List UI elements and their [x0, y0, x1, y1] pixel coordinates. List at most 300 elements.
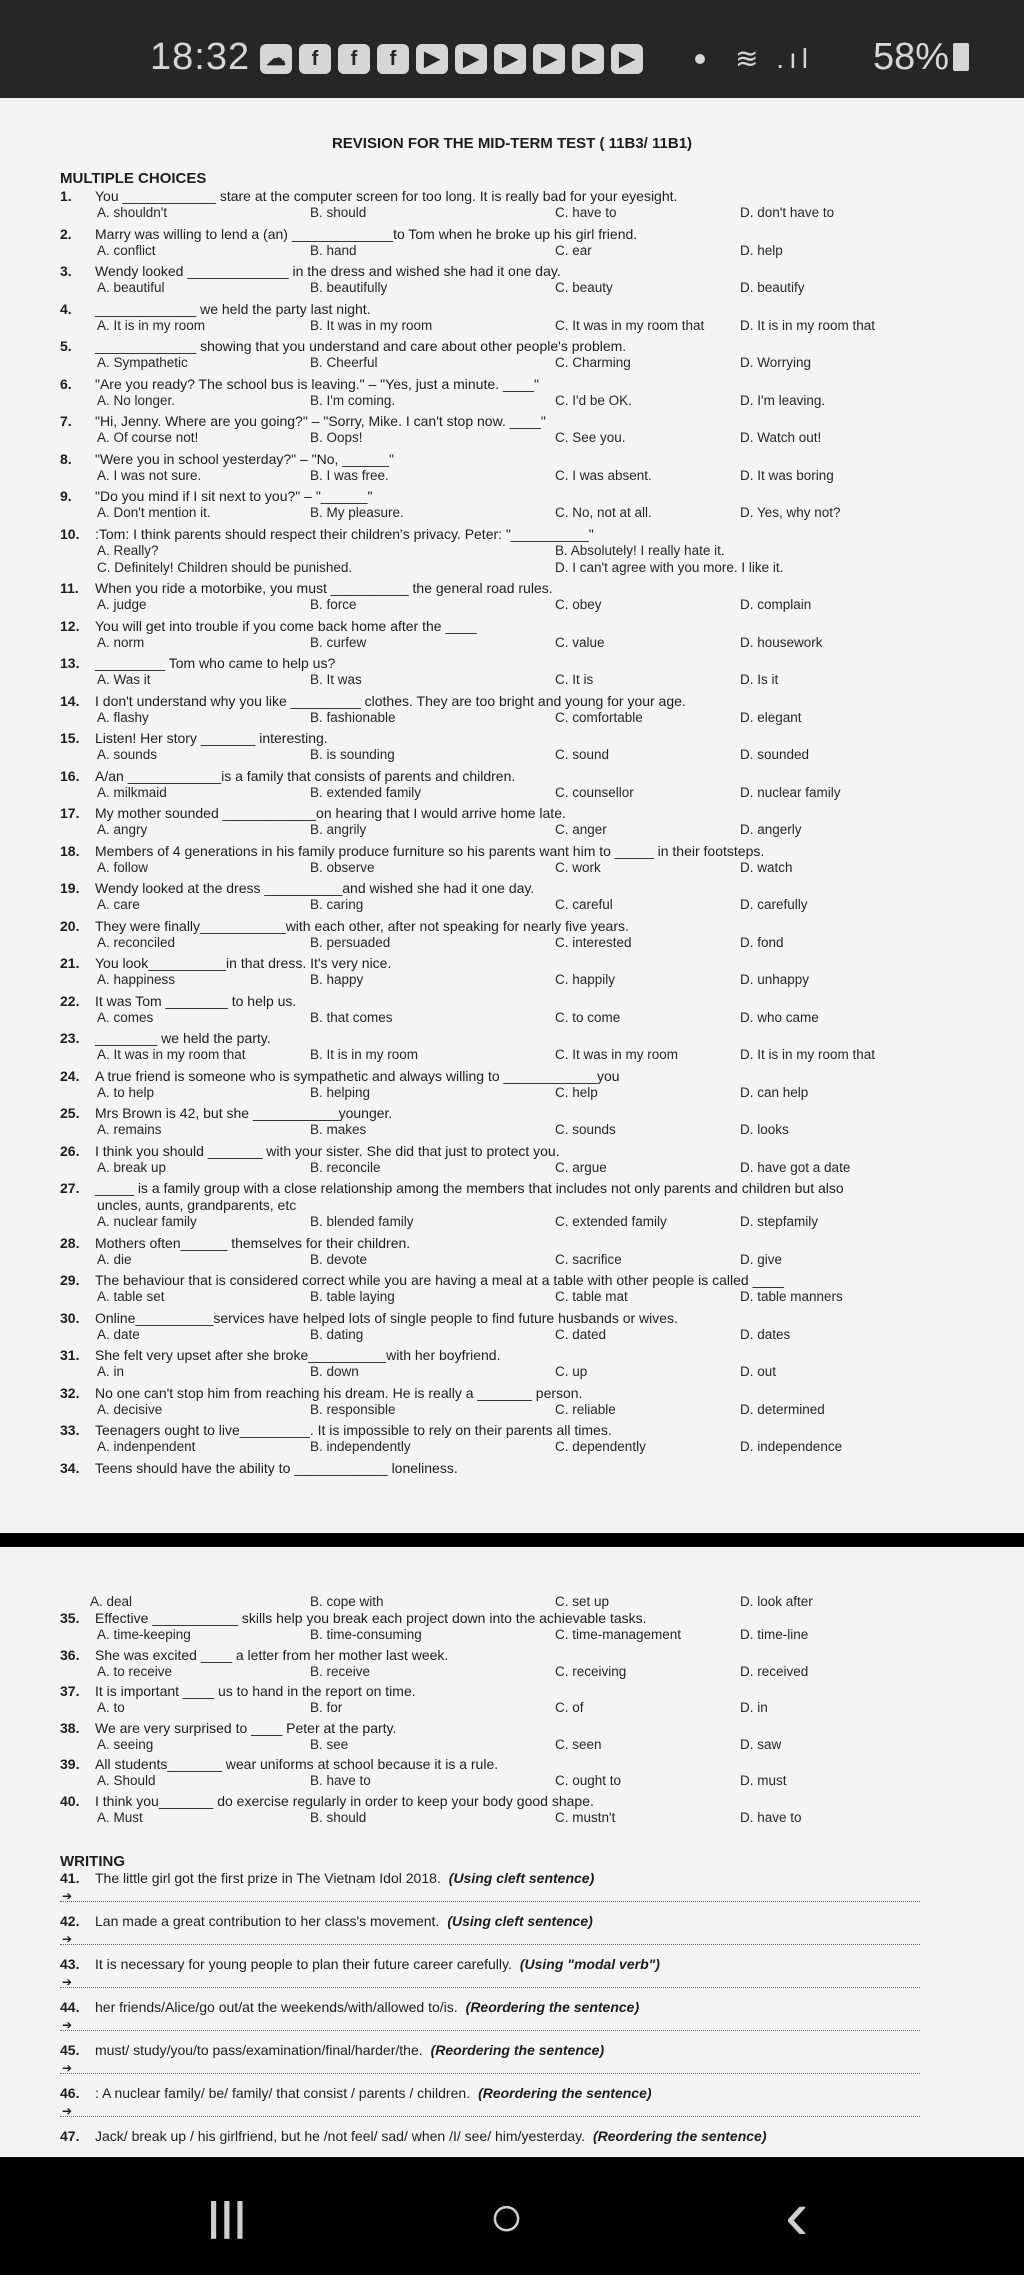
answer-option: B. extended family — [310, 784, 422, 800]
question-number: 10. — [60, 525, 80, 542]
question-stem — [60, 1105, 984, 1121]
answer-option: C. It was in my room — [555, 1047, 679, 1062]
answer-option: A. date — [97, 1326, 140, 1342]
answer-option: C. ought to — [555, 1773, 622, 1788]
answer-arrow-icon: ➔ — [62, 1889, 73, 1903]
notification-icons — [260, 44, 643, 74]
recents-button[interactable]: ||| — [208, 2195, 248, 2239]
answer-option: B. for — [310, 1700, 343, 1715]
answer-option: C. set up — [555, 1594, 610, 1609]
writing-prompt: The little girl got the first prize in The Vietnam Idol 2018. — [95, 1870, 441, 1886]
youtube-icon: ▶ — [572, 44, 604, 74]
question-number: 16. — [60, 767, 80, 784]
answer-option: C. have to — [555, 205, 617, 220]
answer-arrow-icon: ➔ — [62, 1932, 73, 1946]
question-text: No one can't stop him from reaching his dream. He is really a _______ person. — [95, 1384, 583, 1401]
question-number: 45. — [60, 2042, 80, 2058]
answer-option: D. who came — [740, 1009, 819, 1025]
answer-option: D. must — [740, 1773, 787, 1788]
question-stem — [60, 526, 984, 542]
answer-option: C. obey — [555, 597, 602, 612]
answer-option: A. time-keeping — [97, 1627, 191, 1642]
question-number: 42. — [60, 1913, 80, 1929]
answer-option: B. Absolutely! I really hate it. — [555, 542, 725, 558]
question-number: 30. — [60, 1309, 80, 1326]
question-stem — [60, 1793, 984, 1809]
answer-option: D. Worrying — [740, 355, 812, 370]
answer-option: D. have to — [740, 1809, 802, 1825]
answer-option: B. caring — [310, 897, 364, 912]
question-number: 18. — [60, 842, 80, 859]
question-text: _____________ we held the party last night. — [95, 300, 371, 317]
home-button[interactable]: ○ — [489, 2184, 525, 2249]
question-number: 8. — [60, 450, 72, 467]
writing-prompt: It is necessary for young people to plan their future career carefully. — [95, 1956, 512, 1972]
answer-option: B. down — [310, 1364, 359, 1379]
question-stem — [60, 1235, 984, 1251]
answer-option: C. extended family — [555, 1214, 667, 1229]
answer-option: B. It was — [310, 672, 362, 687]
answer-option: C. I'd be OK. — [555, 392, 632, 408]
question-number: 32. — [60, 1384, 80, 1401]
answer-option: A. Should — [97, 1773, 156, 1788]
question-text: Marry was willing to lend a (an) _____________to Tom when he broke up his girl friend. — [95, 225, 638, 242]
answer-option: A. to receive — [97, 1663, 173, 1679]
answer-option: D. sounded — [740, 747, 810, 762]
answer-option: B. cope with — [310, 1594, 384, 1609]
question-stem — [60, 1610, 984, 1626]
facebook-icon: f — [299, 44, 331, 74]
writing-prompt: : A nuclear family/ be/ family/ that consist / parents / children. — [95, 2085, 471, 2101]
question-number: 41. — [60, 1870, 80, 1886]
question-number: 1. — [60, 188, 72, 204]
answer-option: A. norm — [97, 634, 145, 650]
answer-option: A. to help — [97, 1084, 155, 1100]
answer-option: B. angrily — [310, 822, 367, 837]
question-stem — [60, 580, 984, 596]
battery-icon — [953, 43, 969, 71]
answer-option: A. follow — [97, 859, 149, 875]
question-text: Effective ___________ skills help you break each project down into the achievable tasks. — [95, 1610, 647, 1626]
question-stem — [60, 1272, 984, 1288]
question-stem — [60, 768, 984, 784]
question-text: "Do you mind if I sit next to you?" – "______" — [95, 488, 373, 504]
answer-option: A. Really? — [97, 542, 159, 558]
question-text: Teens should have the ability to ____________ loneliness. — [95, 1459, 458, 1476]
question-number: 20. — [60, 917, 80, 934]
question-text: "Are you ready? The school bus is leaving." – "Yes, just a minute. ____" — [95, 375, 540, 392]
answer-option: D. give — [740, 1251, 783, 1267]
answer-option: A. deal — [90, 1594, 133, 1609]
answer-option: A. beautiful — [97, 280, 165, 295]
answer-option: D. table manners — [740, 1289, 843, 1304]
answer-line — [60, 1900, 920, 1902]
answer-line — [60, 1986, 920, 1988]
question-number: 19. — [60, 880, 80, 896]
answer-option: C. beauty — [555, 280, 613, 295]
writing-item — [60, 1870, 984, 1886]
question-stem — [60, 1460, 984, 1476]
answer-option: D. beautify — [740, 280, 805, 295]
answer-option: B. table laying — [310, 1289, 395, 1304]
answer-option: D. It is in my room that — [740, 317, 876, 333]
writing-instruction: (Reordering the sentence) — [593, 2128, 767, 2144]
question-text: All students_______ wear uniforms at school because it is a rule. — [95, 1756, 499, 1772]
question-stem — [60, 1422, 984, 1438]
answer-option: C. It was in my room that — [555, 317, 705, 333]
answer-option: A. Don't mention it. — [97, 505, 211, 520]
question-number: 17. — [60, 805, 80, 821]
question-text: Wendy looked at the dress __________and wished she had it one day. — [95, 880, 535, 896]
youtube-icon: ▶ — [416, 44, 448, 74]
answer-option: A. Of course not! — [97, 430, 199, 445]
answer-option: A. judge — [97, 597, 147, 612]
answer-option: A. milkmaid — [97, 784, 167, 800]
answer-option: D. Watch out! — [740, 430, 822, 445]
question-number: 39. — [60, 1756, 80, 1772]
question-number: 4. — [60, 300, 72, 317]
question-stem — [60, 693, 984, 709]
answer-option: A. It was in my room that — [97, 1047, 246, 1062]
question-number: 31. — [60, 1347, 80, 1363]
question-number: 36. — [60, 1646, 80, 1663]
question-number: 3. — [60, 263, 72, 279]
answer-option: B. Oops! — [310, 430, 363, 445]
youtube-icon: ▶ — [533, 44, 565, 74]
answer-option: B. time-consuming — [310, 1627, 422, 1642]
question-stem — [60, 1143, 984, 1159]
answer-option: A. care — [97, 897, 140, 912]
question-number: 25. — [60, 1105, 80, 1121]
answer-option: B. is sounding — [310, 747, 395, 762]
weather-icon: ☁ — [260, 44, 292, 74]
question-stem — [60, 338, 984, 354]
answer-option: C. seen — [555, 1736, 602, 1752]
answer-option: A. reconciled — [97, 934, 176, 950]
answer-option: A. to — [97, 1700, 125, 1715]
answer-option: D. Is it — [740, 672, 779, 687]
question-stem — [60, 263, 984, 279]
answer-option: A. happiness — [97, 972, 176, 987]
answer-option: C. help — [555, 1084, 598, 1100]
answer-option: B. I was free. — [310, 467, 389, 483]
answer-arrow-icon: ➔ — [62, 1975, 73, 1989]
answer-option: B. I'm coming. — [310, 392, 396, 408]
writing-instruction: (Reordering the sentence) — [478, 2085, 652, 2101]
answer-option: D. stepfamily — [740, 1214, 819, 1229]
question-text: I think you should _______ with your sister. She did that just to protect you. — [95, 1142, 560, 1159]
question-text: Mothers often______ themselves for their children. — [95, 1234, 411, 1251]
answer-option: B. that comes — [310, 1009, 393, 1025]
answer-option: B. see — [310, 1736, 349, 1752]
question-text: We are very surprised to ____ Peter at the party. — [95, 1719, 397, 1736]
answer-option: B. reconcile — [310, 1159, 381, 1175]
writing-instruction: (Using cleft sentence) — [447, 1913, 593, 1929]
question-stem — [60, 376, 984, 392]
question-text: Mrs Brown is 42, but she ___________younger. — [95, 1105, 393, 1121]
question-stem — [60, 880, 984, 896]
back-button[interactable]: ‹ — [785, 2176, 809, 2254]
answer-option: C. dated — [555, 1326, 607, 1342]
answer-option: B. persuaded — [310, 934, 391, 950]
answer-option: A. No longer. — [97, 392, 176, 408]
answer-option: C. Definitely! Children should be punished. — [97, 559, 353, 575]
navigation-bar — [0, 2157, 1024, 2275]
answer-option: C. mustn't — [555, 1809, 616, 1825]
signal-wifi-icon: ≋ .ıl — [735, 43, 814, 74]
question-stem — [60, 955, 984, 971]
answer-option: B. independently — [310, 1439, 411, 1454]
question-text: Listen! Her story _______ interesting. — [95, 730, 328, 746]
question-number: 29. — [60, 1272, 80, 1288]
question-stem — [60, 1068, 984, 1084]
question-number: 14. — [60, 692, 80, 709]
answer-option: D. complain — [740, 597, 812, 612]
question-text: Members of 4 generations in his family produce furniture so his parents want him to _____ in their footsteps. — [95, 842, 765, 859]
answer-option: D. can help — [740, 1084, 809, 1100]
answer-option: B. blended family — [310, 1214, 414, 1229]
status-time: 18:32 — [150, 36, 251, 78]
question-text: Teenagers ought to live_________. It is impossible to rely on their parents all times. — [95, 1422, 612, 1438]
question-text: _____ is a family group with a close relationship among the members that includes not only parents and children but also — [95, 1180, 844, 1196]
answer-option: D. determined — [740, 1401, 825, 1417]
answer-option: A. flashy — [97, 709, 149, 725]
answer-option: C. careful — [555, 897, 613, 912]
answer-option: D. It was boring — [740, 467, 834, 483]
answer-option: A. indenpendent — [97, 1439, 196, 1454]
answer-line — [60, 2115, 920, 2117]
question-number: 11. — [60, 580, 79, 596]
question-stem — [60, 413, 984, 429]
answer-option: A. angry — [97, 822, 148, 837]
more-notifications-icon — [695, 54, 705, 64]
answer-option: D. unhappy — [740, 972, 810, 987]
answer-option: A. seeing — [97, 1736, 154, 1752]
answer-option: C. sounds — [555, 1122, 616, 1137]
answer-option: C. receiving — [555, 1663, 627, 1679]
answer-option: D. help — [740, 242, 783, 258]
answer-option: A. remains — [97, 1122, 162, 1137]
question-stem — [60, 1310, 984, 1326]
answer-option: C. comfortable — [555, 709, 643, 725]
answer-arrow-icon: ➔ — [62, 2018, 73, 2032]
answer-option: D. independence — [740, 1439, 843, 1454]
writing-prompt: her friends/Alice/go out/at the weekends/with/allowed to/is. — [95, 1999, 458, 2015]
answer-option: C. counsellor — [555, 784, 634, 800]
question-text: She felt very upset after she broke__________with her boyfriend. — [95, 1347, 501, 1363]
question-text: "Hi, Jenny. Where are you going?" – "Sorry, Mike. I can't stop now. ____" — [95, 413, 546, 429]
answer-option: D. time-line — [740, 1627, 809, 1642]
question-number: 24. — [60, 1067, 80, 1084]
answer-option: A. It is in my room — [97, 317, 206, 333]
writing-prompt: Lan made a great contribution to her class's movement. — [95, 1913, 440, 1929]
question-text: _____________ showing that you understand and care about other people's problem. — [95, 338, 627, 354]
question-number: 12. — [60, 617, 80, 634]
answer-option: A. Sympathetic — [97, 355, 188, 370]
answer-option: A. Was it — [97, 672, 151, 687]
writing-prompt: Jack/ break up / his girlfriend, but he /not feel/ sad/ when /I/ see/ him/yesterday. — [95, 2128, 585, 2144]
answer-option: C. value — [555, 634, 605, 650]
answer-option: D. received — [740, 1663, 809, 1679]
answer-option: C. interested — [555, 934, 632, 950]
youtube-icon: ▶ — [611, 44, 643, 74]
question-number: 5. — [60, 338, 72, 354]
answer-line — [60, 1943, 920, 1945]
question-stem — [60, 993, 984, 1009]
youtube-icon: ▶ — [494, 44, 526, 74]
answer-option: B. force — [310, 597, 357, 612]
answer-option: B. It was in my room — [310, 317, 433, 333]
question-stem — [60, 451, 984, 467]
question-number: 26. — [60, 1142, 80, 1159]
answer-option: C. up — [555, 1364, 588, 1379]
question-number: 9. — [60, 488, 72, 504]
question-stem — [60, 1647, 984, 1663]
question-number: 33. — [60, 1422, 80, 1438]
page-title: REVISION FOR THE MID-TERM TEST ( 11B3/ 11B1) — [331, 135, 693, 152]
answer-option: B. responsible — [310, 1401, 396, 1417]
answer-option: D. I can't agree with you more. I like it. — [555, 559, 784, 575]
writing-instruction: (Reordering the sentence) — [430, 2042, 605, 2058]
answer-option: C. happily — [555, 972, 616, 987]
answer-option: A. decisive — [97, 1401, 163, 1417]
answer-option: C. reliable — [555, 1401, 616, 1417]
answer-option: B. It is in my room — [310, 1047, 419, 1062]
answer-arrow-icon: ➔ — [62, 2061, 73, 2075]
answer-option: C. work — [555, 859, 601, 875]
question-stem — [60, 1180, 984, 1196]
answer-line — [60, 2072, 920, 2074]
question-number: 15. — [60, 730, 80, 746]
question-number: 46. — [60, 2085, 80, 2101]
writing-item — [60, 2042, 984, 2058]
answer-option: C. dependently — [555, 1439, 646, 1454]
writing-item — [60, 2128, 984, 2144]
facebook-icon: f — [377, 44, 409, 74]
answer-option: D. watch — [740, 859, 793, 875]
question-stem — [60, 1756, 984, 1772]
answer-option: B. fashionable — [310, 709, 396, 725]
answer-option: C. sacrifice — [555, 1251, 622, 1267]
question-stem — [60, 1347, 984, 1363]
question-text: I don't understand why you like _________ clothes. They are too bright and young for your age. — [95, 692, 686, 709]
answer-option: A. die — [97, 1251, 132, 1267]
question-text: They were finally___________with each other, after not speaking for nearly five years. — [95, 917, 629, 934]
question-stem — [60, 188, 984, 204]
answer-option: D. Yes, why not? — [740, 505, 841, 520]
writing-instruction: (Using "modal verb") — [519, 1956, 660, 1972]
question-text: It is important ____ us to hand in the report on time. — [95, 1683, 416, 1699]
answer-option: D. nuclear family — [740, 784, 841, 800]
answer-option: A. shouldn't — [97, 205, 168, 220]
answer-option: D. It is in my room that — [740, 1047, 876, 1062]
question-text: A/an ____________is a family that consists of parents and children. — [95, 767, 516, 784]
question-stem — [60, 226, 984, 242]
answer-option: A. table set — [97, 1289, 165, 1304]
question-stem — [60, 618, 984, 634]
answer-option: C. table mat — [555, 1289, 628, 1304]
question-stem — [60, 1030, 984, 1046]
answer-option: D. look after — [740, 1594, 813, 1609]
question-number: 22. — [60, 992, 80, 1009]
question-stem — [60, 301, 984, 317]
answer-option: D. fond — [740, 934, 784, 950]
question-number: 35. — [60, 1610, 80, 1626]
question-number: 37. — [60, 1683, 80, 1699]
answer-option: A. conflict — [97, 242, 156, 258]
youtube-icon: ▶ — [455, 44, 487, 74]
answer-option: B. observe — [310, 859, 375, 875]
writing-instruction: (Using cleft sentence) — [448, 1870, 595, 1886]
answer-option: B. should — [310, 1809, 367, 1825]
question-stem — [60, 1720, 984, 1736]
answer-option: D. looks — [740, 1122, 789, 1137]
question-stem — [60, 843, 984, 859]
answer-option: C. to come — [555, 1009, 621, 1025]
answer-option: D. in — [740, 1700, 768, 1715]
question-stem — [60, 918, 984, 934]
answer-option: D. angerly — [740, 822, 802, 837]
answer-option: C. See you. — [555, 430, 626, 445]
answer-option: B. devote — [310, 1251, 368, 1267]
answer-option: B. My pleasure. — [310, 505, 404, 520]
facebook-icon: f — [338, 44, 370, 74]
answer-option: A. Must — [97, 1809, 143, 1825]
question-stem — [60, 1385, 984, 1401]
question-stem — [60, 1683, 984, 1699]
question-stem — [60, 805, 984, 821]
battery-percent: 58% — [873, 36, 950, 78]
answer-option: B. helping — [310, 1084, 371, 1100]
answer-option: B. happy — [310, 972, 364, 987]
answer-option: C. Charming — [555, 355, 631, 370]
question-number: 43. — [60, 1956, 80, 1972]
question-stem — [60, 655, 984, 671]
answer-option: D. carefully — [740, 897, 808, 912]
answer-option: C. sound — [555, 747, 610, 762]
question-text: She was excited ____ a letter from her mother last week. — [95, 1646, 449, 1663]
answer-option: A. nuclear family — [97, 1214, 197, 1229]
answer-option: A. comes — [97, 1009, 154, 1025]
document-page-1 — [0, 98, 1024, 1533]
answer-option: D. don't have to — [740, 205, 835, 220]
question-stem — [60, 730, 984, 746]
question-number: 2. — [60, 225, 72, 242]
question-number: 34. — [60, 1459, 80, 1476]
answer-option: A. I was not sure. — [97, 467, 202, 483]
question-text: I think you_______ do exercise regularly in order to keep your body good shape. — [95, 1792, 594, 1809]
answer-option: B. curfew — [310, 634, 367, 650]
battery-indicator — [873, 36, 969, 79]
writing-prompt: must/ study/you/to pass/examination/final/harder/the. — [95, 2042, 423, 2058]
status-bar — [0, 0, 1024, 98]
question-number: 28. — [60, 1234, 80, 1251]
question-text: You ____________ stare at the computer screen for too long. It is really bad for your eyesight. — [95, 188, 678, 204]
question-number: 40. — [60, 1792, 80, 1809]
answer-option: C. argue — [555, 1159, 607, 1175]
answer-option: D. have got a date — [740, 1159, 851, 1175]
question-number: 7. — [60, 413, 72, 429]
question-text: You look__________in that dress. It's very nice. — [95, 955, 392, 971]
question-text: A true friend is someone who is sympathetic and always willing to ____________you — [95, 1067, 620, 1084]
writing-instruction: (Reordering the sentence) — [465, 1999, 640, 2015]
answer-option: C. anger — [555, 822, 607, 837]
answer-option: B. receive — [310, 1663, 371, 1679]
answer-option: B. Cheerful — [310, 355, 378, 370]
answer-option: C. It is — [555, 672, 594, 687]
question-text: _________ Tom who came to help us? — [95, 655, 336, 671]
question-number: 21. — [60, 955, 80, 971]
